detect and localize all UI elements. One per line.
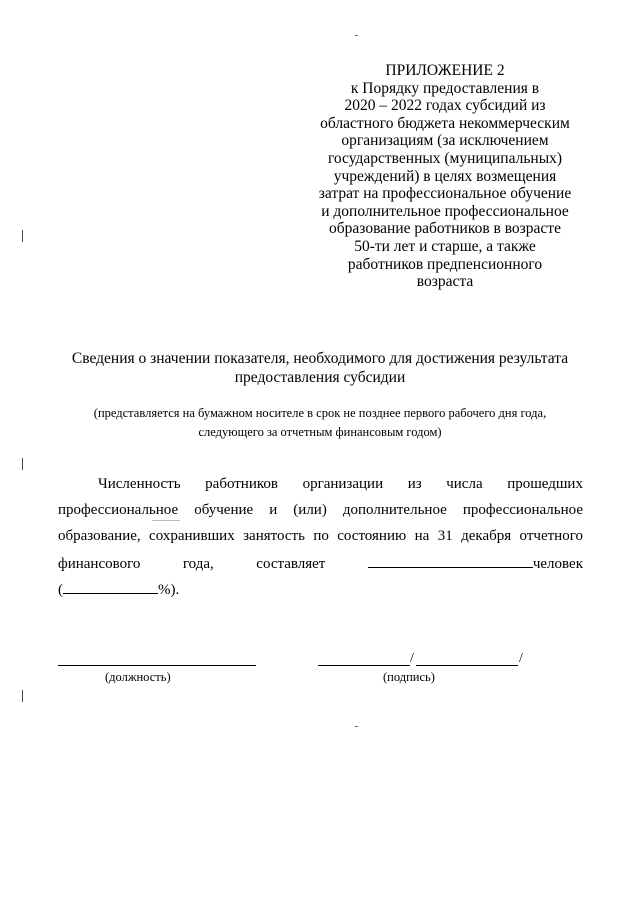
appendix-title: ПРИЛОЖЕНИЕ 2 [385, 62, 505, 79]
scan-artifact [22, 458, 23, 470]
word: года, [182, 556, 214, 572]
word: профессиональное [58, 502, 179, 518]
appendix-line: 2020 – 2022 годах субсидий из [344, 97, 546, 115]
scan-artifact [22, 230, 23, 242]
percent-entry[interactable] [58, 580, 179, 599]
title-line: Сведения о значении показателя, необходимого для достижения результата [71, 350, 569, 367]
headcount-blank[interactable] [368, 554, 533, 568]
scan-artifact [355, 726, 358, 727]
headcount-unit: человек [532, 556, 583, 572]
statement-row [58, 502, 583, 528]
percent-open-paren: ( [58, 582, 63, 598]
word: профессиональное [462, 502, 583, 518]
word: организации [302, 476, 384, 492]
document-title [20, 349, 620, 387]
appendix-line: государственных (муниципальных) [327, 149, 563, 167]
word: составляет [256, 556, 326, 572]
appendix-line: работников предпенсионного [347, 255, 543, 273]
statement-row [58, 554, 583, 580]
word: и [269, 502, 278, 518]
word: декабря [461, 528, 512, 544]
word: по [313, 528, 329, 544]
scan-artifact [355, 35, 358, 36]
word: состоянию [337, 528, 407, 544]
signature-line[interactable] [318, 665, 410, 666]
word: на [414, 528, 430, 544]
word: прошедших [507, 476, 583, 492]
signature-slash: / [519, 651, 523, 666]
appendix-line: областного бюджета некоммерческим [320, 114, 570, 132]
statement-row [58, 580, 583, 606]
signature-slash: / [410, 651, 414, 666]
appendix-line: возраста [416, 273, 474, 291]
appendix-line: образование работников в возрасте [329, 220, 561, 238]
word: финансового [58, 556, 141, 572]
word: Численность [98, 476, 181, 492]
percent-blank[interactable] [63, 580, 158, 594]
position-caption: (должность) [105, 670, 171, 684]
scan-artifact [152, 520, 180, 521]
appendix-line: к Порядку предоставления в [350, 79, 540, 97]
appendix-line: учреждений) в целях возмещения [333, 167, 557, 185]
appendix-line: организациям (за исключением [341, 132, 549, 150]
submission-note [20, 404, 620, 442]
word: 31 [437, 528, 453, 544]
note-line: следующего за отчетным финансовым годом) [198, 425, 442, 439]
appendix-header [300, 62, 590, 291]
word: обучение [194, 502, 254, 518]
appendix-line: 50-ти лет и старше, а также [354, 237, 536, 255]
signature-caption: (подпись) [383, 670, 435, 684]
word: дополнительное [342, 502, 447, 518]
word: работников [205, 476, 278, 492]
word: образование, [58, 528, 141, 544]
note-line: (представляется на бумажном носителе в срок не позднее первого рабочего дня года, [93, 406, 547, 420]
word: (или) [293, 502, 327, 518]
percent-suffix: %). [158, 582, 180, 598]
appendix-line: и дополнительное профессиональное [321, 202, 569, 220]
word: числа [446, 476, 483, 492]
statement-row [58, 528, 583, 554]
position-signature-line[interactable] [58, 665, 256, 666]
word: занятость [243, 528, 305, 544]
statement-row [58, 476, 583, 502]
word: сохранивших [149, 528, 235, 544]
title-line: предоставления субсидии [234, 369, 406, 386]
word: отчетного [519, 528, 583, 544]
scan-artifact [22, 690, 23, 702]
headcount-entry[interactable] [368, 554, 583, 573]
signature-name-line[interactable] [416, 665, 518, 666]
word: из [407, 476, 422, 492]
indicator-statement [58, 476, 583, 606]
appendix-line: затрат на профессиональное обучение [318, 185, 572, 203]
